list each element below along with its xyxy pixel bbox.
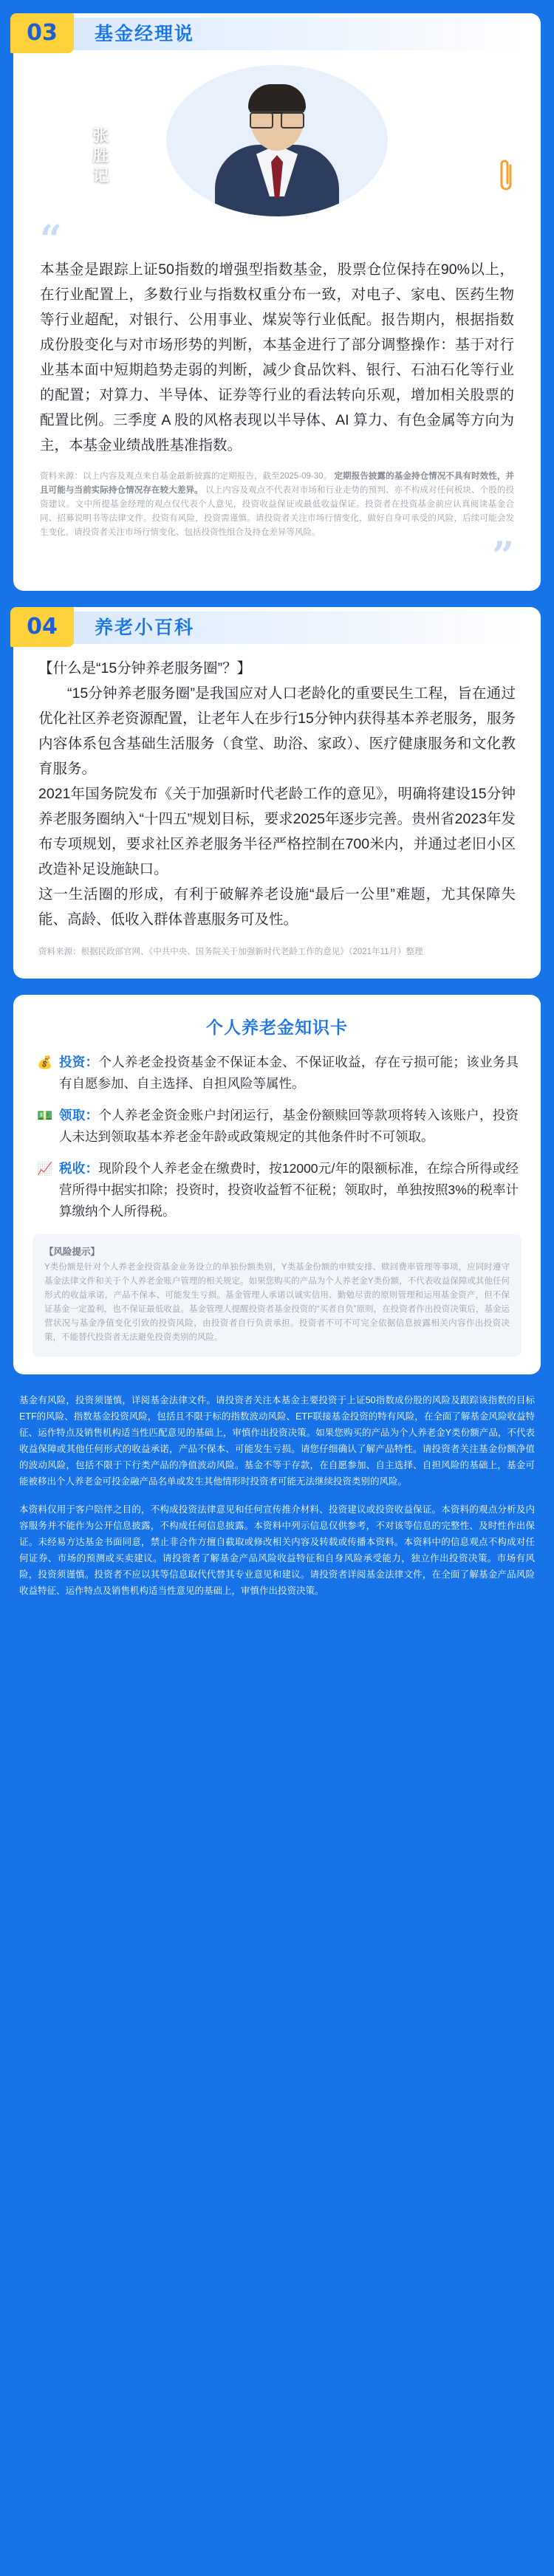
knowledge-item-text bbox=[59, 1052, 519, 1095]
section-03-number: 03 bbox=[10, 13, 74, 53]
knowledge-item-text bbox=[59, 1158, 519, 1222]
portrait-hair bbox=[248, 84, 306, 114]
section-03-card bbox=[13, 13, 541, 591]
legal-disclaimer bbox=[19, 1392, 535, 1599]
paragraph-question: 【什么是“15分钟养老服务圈”？】 bbox=[38, 660, 252, 677]
knowledge-item-body: 现阶段个人养老金在缴费时，按12000元/年的限额标准，在综合所得或经营所得中据实扣除；投资时，投资收益暂不征税；领取时，单独按照3%的税率计算缴纳个人所得税。 bbox=[59, 1161, 519, 1219]
manager-name-char3: 记 bbox=[92, 166, 110, 185]
knowledge-item bbox=[35, 1158, 519, 1222]
paperclip-icon bbox=[496, 158, 516, 195]
legal-paragraph-2: 本资料仅用于客户陪伴之目的，不构成投资法律意见和任何宣传推介材料、投资建议或投资收益保证。本资料的观点分析及内容服务并不能作为公开信息披露，不构成任何信息披露。本资料中列示信息仅供参考，不对该等信息的完整性、及时性作出保证。未经易方达基金书面同意，禁止非合作方擅自截取或修改相关内容及转载或传播本资料。本资料中的信息观点不构成对任何证券、市场的预测或买卖建议。请投资者了解基金产品风险收益特征和自身风险承受能力，独立作出投资决策。市场有风险，投资须谨慎。投资者不应以其等信息取代代替其专业意见和建议。请投资者详阅基金法律文件，在全面了解基金产品风险收益特征、运作特点及销售机构适当性意见的基础上，审慎作出投资决策。 bbox=[19, 1504, 535, 1597]
section-03-disclaimer bbox=[40, 470, 514, 540]
quote-close-mark: ” bbox=[492, 533, 514, 579]
knowledge-item-label: 投资： bbox=[59, 1055, 99, 1070]
risk-notice-title: 【风险提示】 bbox=[44, 1247, 100, 1258]
manager-portrait bbox=[166, 65, 388, 216]
disclaimer-part3: 以上内容及观点不代表对市场和行业走势的预判、亦不构成对任何板块、个股的投资建议。文中所提基金经理的观点仅代表个人意见，投资收益保证或最低收益保证。投资者在投资基金前应认真阅读基金合同、招募说明书等法律文件。投资有风险，投资需谨慎。请投资者关注市场行情变化，做好自身可承受的风险，后续可能会发生变化。请投资者关注市场行情变化、包括投资性组合及持仓差异等风险。 bbox=[40, 485, 515, 537]
disclaimer-part2: 定期报告披露的基金持仓情况不具有时效性，并且可能与当前实际持仓情况存在较大差异。 bbox=[40, 471, 514, 495]
knowledge-item-body: 个人养老金投资基金不保证本金、不保证收益，存在亏损可能；该业务具有自愿参加、自主选择、自担风险等属性。 bbox=[59, 1055, 519, 1092]
manager-name-char1: 张 bbox=[92, 126, 110, 145]
section-04-body bbox=[38, 656, 516, 932]
section-04-card bbox=[13, 607, 541, 979]
portrait-glasses bbox=[250, 111, 304, 126]
risk-notice-text: Y类份额是针对个人养老金投资基金业务设立的单独份额类别，Y类基金份额的申赎安排、赎回费率管理等事项，应同时遵守基金法律文件和关于个人养老金账户管理的相关规定。如果您购买的产品为个人养老金Y类份额，不代表收益保障或其他任何形式的收益承诺，产品不保本、可能发生亏损。基金管理人承诺以诚实信用、勤勉尽责的原则管理和运用基金资产，但不保证基金一定盈利，也不保证最低收益。基金管理人提醒投资者基金投资的“买者自负”原则，在投资者作出投资决策后，基金运营状况与基金净值变化引致的投资风险，由投资者自行负责承担。投资者不可不可完全依据信息披露相关内容作出投资决策，不能替代投资者无法避免投资类别的风险。 bbox=[44, 1263, 510, 1343]
manager-photo bbox=[13, 62, 541, 219]
section-03-title: 基金经理说 bbox=[95, 24, 195, 44]
knowledge-item-body: 个人养老金资金账户封闭运行，基金份额赎回等款项将转入该账户，投资人未达到领取基本养老金年龄或政策规定的其他条件时不可领取。 bbox=[59, 1108, 519, 1145]
paragraph-significance: 这一生活圈的形成，有利于破解养老设施“最后一公里”难题，尤其保障失能、高龄、低收入群体普惠服务可及性。 bbox=[38, 886, 516, 928]
invest-icon: 💰 bbox=[37, 1055, 53, 1070]
section-03-header bbox=[13, 13, 541, 56]
tax-icon: 📈 bbox=[37, 1162, 53, 1176]
knowledge-item-text bbox=[59, 1105, 519, 1148]
manager-name-char2: 胜 bbox=[92, 146, 110, 165]
section-04-number: 04 bbox=[10, 607, 74, 647]
knowledge-card-title: 个人养老金知识卡 bbox=[206, 1018, 348, 1038]
knowledge-item-label: 领取： bbox=[59, 1108, 99, 1123]
knowledge-card bbox=[13, 995, 541, 1374]
disclaimer-part1: 资料来源：以上内容及观点来自基金最新披露的定期报告，截至2025-09-30。 bbox=[40, 471, 332, 481]
paragraph-definition: “15分钟养老服务圈”是我国应对人口老龄化的重要民生工程，旨在通过优化社区养老资源配置，让老年人在步行15分钟内获得基本养老服务，服务内容体系包含基础生活服务（食堂、助浴、家政）、医疗健康服务和文化教育服务。 bbox=[38, 685, 516, 778]
knowledge-item-label: 税收： bbox=[59, 1161, 99, 1176]
risk-notice-box bbox=[33, 1234, 521, 1357]
manager-name bbox=[84, 126, 118, 185]
manager-statement: 本基金是跟踪上证50指数的增强型指数基金，股票仓位保持在90%以上，在行业配置上，多数行业与指数权重分布一致，对电子、家电、医药生物等行业超配，对银行、公用事业、煤炭等行业低配。报告期内，根据指数成份股变化与对市场形势的判断，本基金进行了部分调整操作：基于对行业基本面中短期趋势走弱的判断，减少食品饮料、银行、石油石化等行业的配置；对算力、半导体、证券等行业的看法转向乐观，增加相关股票的配置比例。三季度 A 股的风格表现以半导体、AI 算力、有色金属等方向为主，本基金业绩战胜基准指数。 bbox=[40, 261, 514, 453]
section-04-source: 资料来源：根据民政部官网、《中共中央、国务院关于加强新时代老龄工作的意见》（2021年11月）整理 bbox=[38, 948, 423, 957]
section-04-header bbox=[13, 607, 541, 650]
legal-paragraph-1: 基金有风险，投资须谨慎，详阅基金法律文件。请投资者关注本基金主要投资于上证50指数成份股的风险及跟踪该指数的目标ETF的风险、指数基金投资风险，包括且不限于标的指数波动风险、ETF联接基金投资的特有风险，在全面了解基金风险收益特征、运作特点及销售机构适当性匹配意见的基础上，审慎作出投资决策。如果您购买的产品为个人养老金Y类份额产品，不代表收益保障或其他任何形式的收益承诺，产品不保本、可能发生亏损。请您仔细确认了解产品特性。请投资者关注基金份额净值的波动风险，包括不限于下行类产品的净值波动风险。基金不等于存款，在自愿参加、自主选择、自担风险的基础上，基金可能被移出个人养老金可投金融产品名单或发生其他情形时投资者可能无法继续投资类别的风险。 bbox=[19, 1395, 535, 1487]
quote-open-mark: “ bbox=[40, 217, 62, 262]
knowledge-item bbox=[35, 1105, 519, 1148]
knowledge-item bbox=[35, 1052, 519, 1095]
section-04-title: 养老小百科 bbox=[95, 617, 195, 639]
paragraph-policy: 2021年国务院发布《关于加强新时代老龄工作的意见》，明确将建设15分钟养老服务圈纳入“十四五”规划目标，要求2025年逐步完善。贵州省2023年发布专项规划，要求社区养老服务半径严格控制在700米内，并通过老旧小区改造补足设施缺口。 bbox=[38, 786, 516, 878]
claim-icon: 💵 bbox=[37, 1109, 53, 1123]
